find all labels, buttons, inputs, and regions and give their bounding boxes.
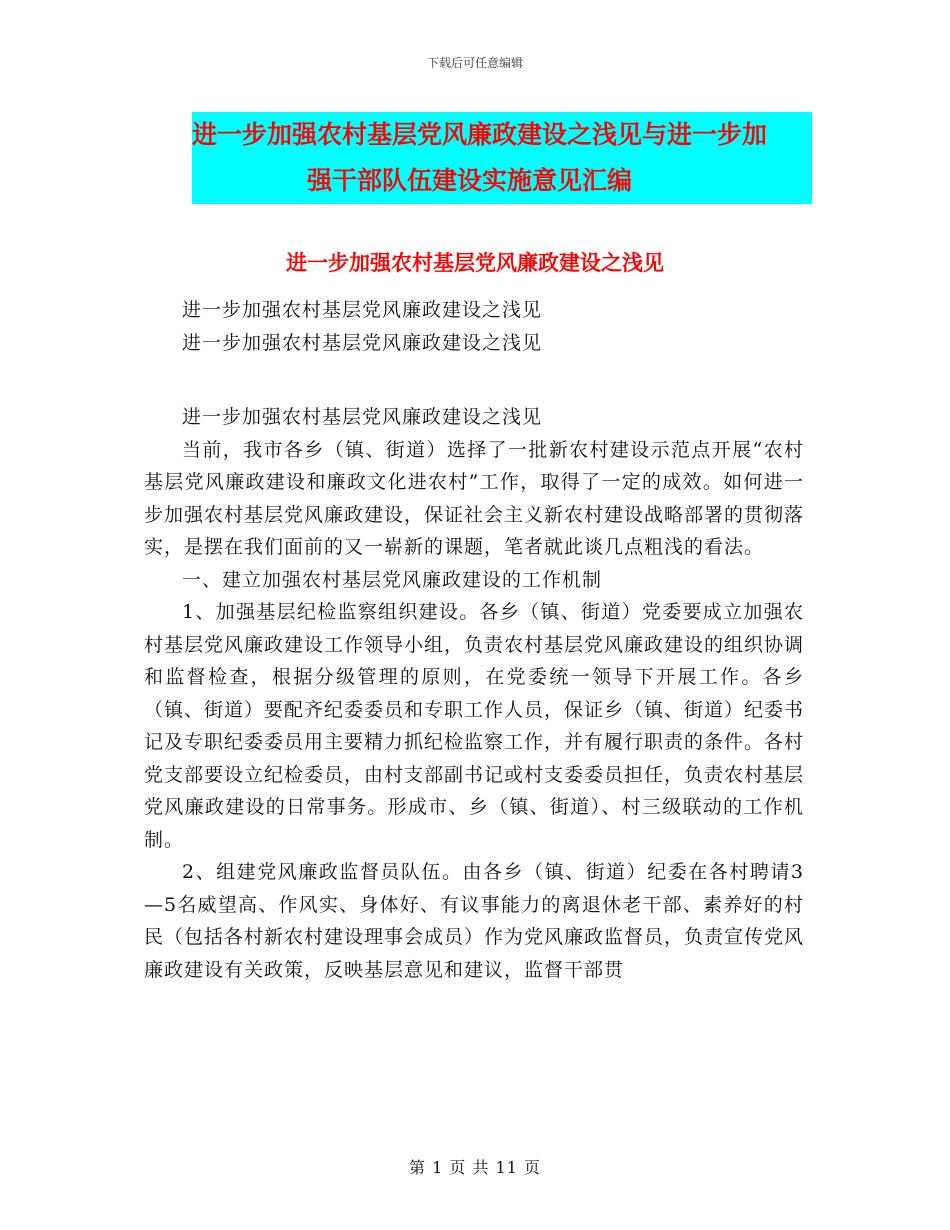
paragraph: 2、组建党风廉政监督员队伍。由各乡（镇、街道）纪委在各村聘请3—5名威望高、作风实、身体好、有议事能力的离退休老干部、素养好的村民（包括各村新农村建设理事会成员）作为党风廉政监督员，负责宣传党风廉政建设有关政策，反映基层意见和建议，监督干部贯 (144, 861, 805, 981)
paragraph: 进一步加强农村基层党风廉政建设之浅见 (182, 299, 543, 321)
document-body (144, 294, 804, 986)
title-line-1: 进一步加强农村基层党风廉政建设之浅见与进一步加 (192, 120, 768, 149)
document-title (192, 112, 812, 204)
title-line-2: 强干部队伍建设实施意见汇编 (307, 166, 633, 195)
blank-line (144, 359, 804, 401)
paragraph: 进一步加强农村基层党风廉政建设之浅见 (182, 331, 543, 354)
header-note: 下载后可任意编辑 (426, 56, 523, 70)
paragraph: 当前，我市各乡（镇、街道）选择了一批新农村建设示范点开展“农村基层党风廉政建设和廉政文化进农村”工作，取得了一定的成效。如何进一步加强农村基层党风廉政建设，保证社会主义新农村建设战略部署的贯彻落实，是摆在我们面前的又一崭新的课题，笔者就此谈几点粗浅的看法。 (144, 438, 805, 558)
paragraph: 进一步加强农村基层党风廉政建设之浅见 (182, 406, 543, 428)
page-footer: 第 1 页 共 11 页 (409, 1158, 541, 1177)
paragraph: 1、加强基层纪检监察组织建设。各乡（镇、街道）党委要成立加强农村基层党风廉政建设工作领导小组，负责农村基层党风廉政建设的组织协调和监督检查，根据分级管理的原则，在党委统一领导下开展工作。各乡（镇、街道）要配齐纪委委员和专职工作人员，保证乡（镇、街道）纪委书记及专职纪委委员用主要精力抓纪检监察工作，并有履行职责的条件。各村党支部要设立纪检委员，由村支部副书记或村支委委员担任，负责农村基层党风廉政建设的日常事务。形成市、乡（镇、街道）、村三级联动的工作机制。 (144, 601, 805, 851)
section-subtitle: 进一步加强农村基层党风廉政建设之浅见 (286, 251, 664, 275)
section-heading: 一、建立加强农村基层党风廉政建设的工作机制 (182, 568, 603, 591)
